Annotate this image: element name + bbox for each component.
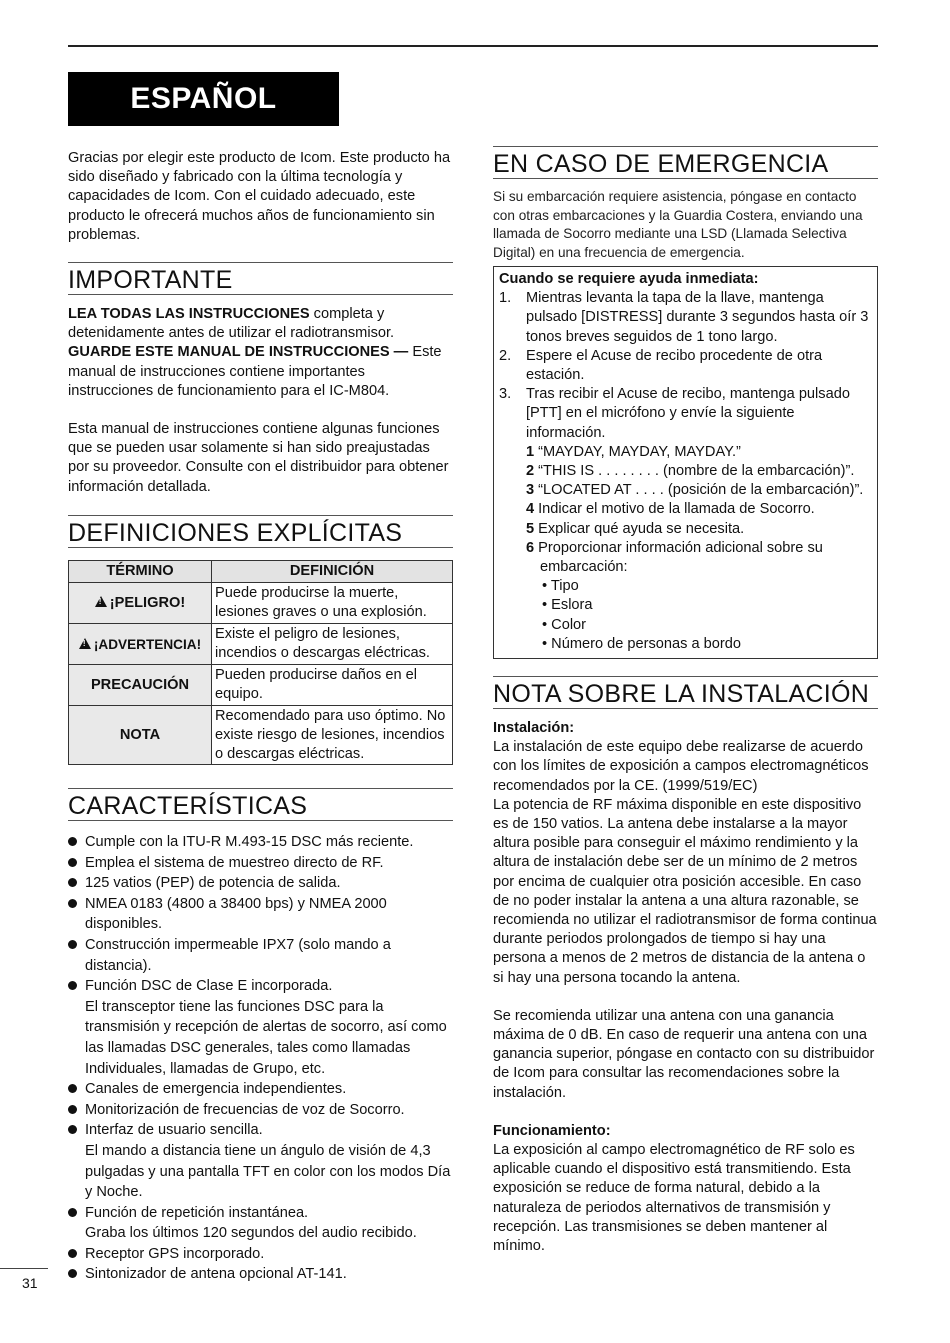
- feature-item: [68, 1120, 453, 1202]
- section-title-emergencia: EN CASO DE EMERGENCIA: [493, 146, 878, 179]
- importante-p1: [68, 305, 453, 343]
- instalacion-body: [493, 719, 878, 1256]
- feature-subtext: Graba los últimos 120 segundos del audio recibido.: [85, 1225, 417, 1242]
- emergency-info-list: [499, 443, 871, 577]
- bullet-dot-icon: [68, 1249, 77, 1258]
- feature-item: [68, 935, 453, 976]
- info-number: 3: [526, 482, 535, 499]
- feature-item: [68, 1244, 453, 1265]
- bullet-dot-icon: [68, 837, 77, 846]
- info-item: [526, 481, 871, 500]
- funcionamiento-heading: Funcionamiento:: [493, 1122, 611, 1139]
- instalacion-p2: La potencia de RF máxima disponible en este dispositivo es de 150 vatios. La antena debe instalarse a la mayor altura posible para conseguir el máximo rendimiento y la altura de instalación debe ser de un mínimo de 2 metros por encima de cualquier otra posición accesible. En caso de no poder instalar la antena a una altura razonable, se recomienda no utilizar el radiotransmisor de forma continua durante periodos prolongados de tiempo si hay una persona a menos de 2 metros de distancia de la antena o si hay una persona tocando la antena.: [493, 796, 877, 986]
- feature-subtext: El transceptor tiene las funciones DSC para la transmisión y recepción de alertas de socorro, así como las llamadas DSC generales, tales como llamadas Individuales, llamadas de Grupo, etc.: [85, 998, 447, 1077]
- section-title-importante: IMPORTANTE: [68, 262, 453, 295]
- step-number: 2.: [499, 347, 512, 364]
- term-advertencia: [69, 624, 212, 665]
- importante-body: [68, 305, 453, 497]
- def-precaucion: Pueden producirse daños en el equipo.: [212, 665, 453, 706]
- feature-text: Función DSC de Clase E incorporada.: [85, 978, 333, 995]
- bullet-dot-icon: [68, 1269, 77, 1278]
- feature-item: [68, 1264, 453, 1285]
- language-banner: ESPAÑOL: [68, 72, 339, 126]
- info-text: Proporcionar información adicional sobre su embarcación:: [538, 539, 823, 576]
- emergency-box-title: Cuando se requiere ayuda inmediata:: [499, 271, 759, 287]
- section-title-caracteristicas: CARACTERÍSTICAS: [68, 788, 453, 821]
- info-text: “LOCATED AT . . . . (posición de la embarcación)”.: [538, 482, 864, 499]
- bullet-dot-icon: [68, 899, 77, 908]
- info-text: “MAYDAY, MAYDAY, MAYDAY.”: [538, 443, 741, 460]
- def-advertencia: Existe el peligro de lesiones, incendios o descargas eléctricas.: [212, 624, 453, 665]
- feature-text: Canales de emergencia independientes.: [85, 1081, 347, 1098]
- step-text: Mientras levanta la tapa de la llave, mantenga pulsado [DISTRESS] durante 3 segundos hasta oír 3 tonos breves seguidos de 1 tono largo.: [526, 290, 869, 345]
- funcionamiento-p4: La exposición al campo electromagnético de RF solo es aplicable cuando el dispositivo está transmitiendo. Esta exposición se reduce de forma natural, debido a la naturaleza de periodos alternativos de transmisión y recepción. Las transmisiones se deben mantener al mínimo.: [493, 1142, 855, 1255]
- feature-item: [68, 894, 453, 935]
- feature-subtext: El mando a distancia tiene un ángulo de visión de 4,3 pulgadas y una pantalla TFT en color con los modos Día y Noche.: [85, 1142, 451, 1201]
- term-peligro: [69, 583, 212, 624]
- feature-text: Interfaz de usuario sencilla.: [85, 1122, 263, 1139]
- info-item: [526, 500, 871, 519]
- emergency-step: [499, 347, 871, 385]
- feature-item: [68, 853, 453, 874]
- bullet-dot-icon: [68, 981, 77, 990]
- feature-text: Cumple con la ITU-R M.493-15 DSC más reciente.: [85, 834, 414, 850]
- info-text: “THIS IS . . . . . . . . (nombre de la embarcación)”.: [538, 463, 855, 480]
- info-number: 4: [526, 501, 535, 518]
- importante-p2-bold: GUARDE ESTE MANUAL DE INSTRUCCIONES —: [68, 344, 409, 361]
- term-precaucion: PRECAUCIÓN: [69, 665, 212, 706]
- emergency-procedure-box: [493, 266, 878, 659]
- info-item: [526, 520, 871, 539]
- info-number: 5: [526, 520, 535, 537]
- section-title-instalacion: NOTA SOBRE LA INSTALACIÓN: [493, 676, 878, 709]
- section-title-definiciones: DEFINICIONES EXPLÍCITAS: [68, 515, 453, 548]
- info-bullet: • Eslora: [542, 597, 593, 614]
- emergency-step: [499, 385, 871, 443]
- importante-p1-bold: LEA TODAS LAS INSTRUCCIONES: [68, 306, 310, 322]
- emergencia-intro: Si su embarcación requiere asistencia, póngase en contacto con otras embarcaciones y la Guardia Costera, enviando una llamada de Socorro mediante una LSD (Llamada Selectiva Digital) en una frecuencia de emergencia.: [493, 189, 863, 260]
- instalacion-p3: Se recomienda utilizar una antena con una ganancia máxima de 0 dB. En caso de requerir una antena con una ganancia superior, póngase en contacto con su distribuidor de Icom para consultar las recomendaciones sobre la instalación.: [493, 1007, 875, 1101]
- feature-text: NMEA 0183 (4800 a 38400 bps) y NMEA 2000 disponibles.: [85, 895, 387, 933]
- bullet-dot-icon: [68, 940, 77, 949]
- feature-text: Emplea el sistema de muestreo directo de RF.: [85, 854, 384, 871]
- step-text: Tras recibir el Acuse de recibo, mantenga pulsado [PTT] en el micrófono y envíe la siguiente información.: [526, 386, 850, 441]
- feature-text: Receptor GPS incorporado.: [85, 1245, 265, 1262]
- info-text: Indicar el motivo de la llamada de Socorro.: [538, 501, 815, 518]
- intro-paragraph: Gracias por elegir este producto de Icom. Este producto ha sido diseñado y fabricado con la última tecnología y capacidades de Icom. Con el cuidado adecuado, este producto le ofrecerá muchos años de funcionamiento sin problemas.: [68, 150, 451, 243]
- col-header-def: DEFINICIÓN: [212, 561, 453, 583]
- feature-text: Función de repetición instantánea.: [85, 1204, 309, 1221]
- page-number-rule: [0, 1268, 48, 1269]
- feature-item: [68, 1079, 453, 1100]
- info-item: [526, 443, 871, 462]
- bullet-dot-icon: [68, 1105, 77, 1114]
- step-text: Espere el Acuse de recibo procedente de otra estación.: [526, 347, 823, 384]
- importante-p1-rest: completa y detenidamente antes de utilizar el radiotransmisor.: [68, 306, 395, 342]
- step-number: 3.: [499, 386, 512, 403]
- page-number: 31: [22, 1275, 38, 1291]
- definitions-table: [68, 560, 453, 765]
- emergency-steps: [499, 289, 871, 443]
- feature-text: 125 vatios (PEP) de potencia de salida.: [85, 875, 341, 892]
- feature-item: [68, 1203, 453, 1244]
- info-item: [526, 539, 871, 577]
- importante-p3: Esta manual de instrucciones contiene algunas funciones que se pueden usar solamente si han sido preajustadas por su proveedor. Consulte con el distribuidor para obtener información detallada.: [68, 421, 449, 495]
- term-nota: NOTA: [69, 706, 212, 765]
- instalacion-heading: Instalación:: [493, 720, 575, 736]
- feature-text: Construcción impermeable IPX7 (solo mando a distancia).: [85, 936, 391, 974]
- bullet-dot-icon: [68, 858, 77, 867]
- info-number: 6: [526, 539, 535, 556]
- importante-p2-rest: Este manual de instrucciones contiene importantes instrucciones de funcionamiento para el IC-M804.: [68, 344, 442, 399]
- bullet-dot-icon: [68, 1208, 77, 1217]
- info-number: 1: [526, 443, 535, 460]
- importante-p2: [68, 343, 453, 401]
- features-list: [68, 832, 453, 1285]
- term-label: ¡PELIGRO!: [109, 594, 186, 611]
- step-number: 1.: [499, 290, 512, 307]
- term-label: ¡ADVERTENCIA!: [93, 636, 202, 652]
- def-peligro: Puede producirse la muerte, lesiones graves o una explosión.: [212, 583, 453, 624]
- feature-item: [68, 1100, 453, 1121]
- feature-text: Sintonizador de antena opcional AT-141.: [85, 1266, 347, 1283]
- info-bullet: • Color: [542, 616, 587, 633]
- feature-text: Monitorización de frecuencias de voz de Socorro.: [85, 1101, 405, 1118]
- emergency-bullets: [499, 577, 871, 654]
- emergency-step: [499, 289, 871, 347]
- info-number: 2: [526, 463, 535, 480]
- feature-item: [68, 832, 453, 853]
- top-rule: [68, 45, 878, 47]
- bullet-dot-icon: [68, 878, 77, 887]
- bullet-dot-icon: [68, 1084, 77, 1093]
- info-bullet: • Número de personas a bordo: [542, 635, 741, 652]
- info-text: Explicar qué ayuda se necesita.: [538, 520, 745, 537]
- info-bullet: • Tipo: [542, 578, 579, 595]
- warning-triangle-icon: [79, 638, 91, 649]
- def-nota: Recomendado para uso óptimo. No existe riesgo de lesiones, incendios o descargas eléctricas.: [212, 706, 453, 765]
- bullet-dot-icon: [68, 1125, 77, 1134]
- instalacion-p1: La instalación de este equipo debe realizarse de acuerdo con los límites de exposición a campos electromagnéticos recomendados por la CE. (1999/519/EC): [493, 739, 869, 794]
- col-header-term: TÉRMINO: [69, 561, 212, 583]
- feature-item: [68, 976, 453, 1079]
- info-item: [526, 462, 871, 481]
- warning-triangle-icon: [95, 596, 107, 607]
- feature-item: [68, 873, 453, 894]
